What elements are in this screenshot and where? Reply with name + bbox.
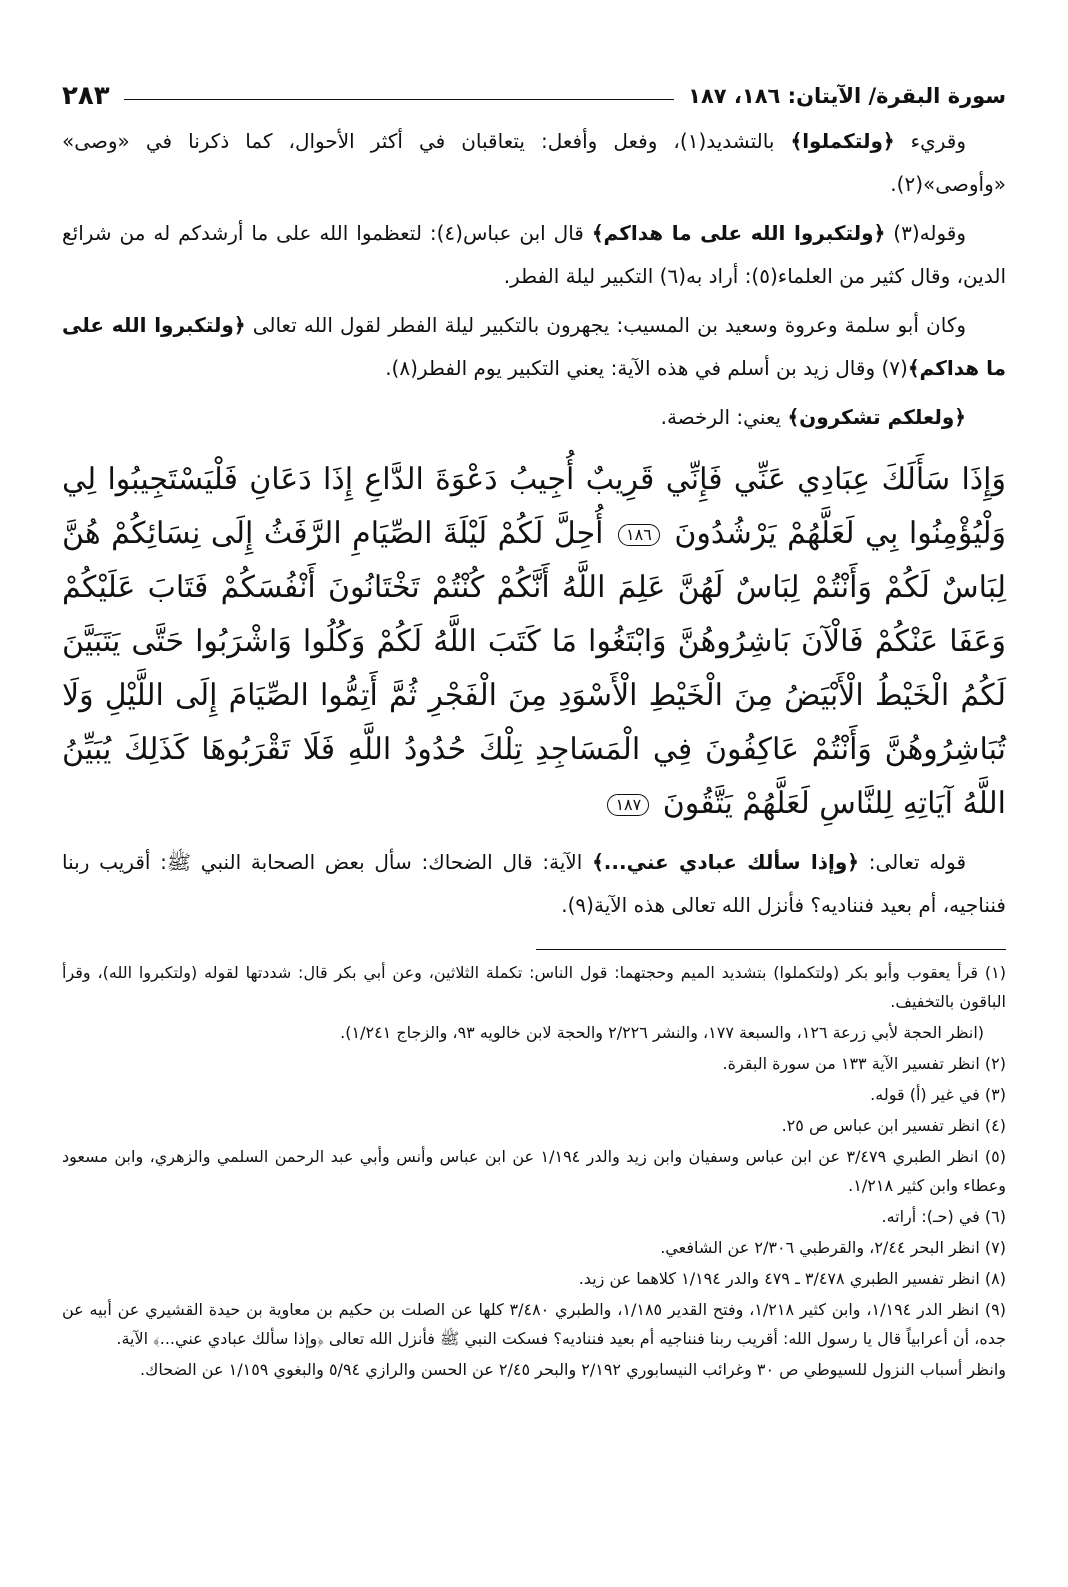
footnote-separator xyxy=(536,949,1006,950)
footnote: (١) قرأ يعقوب وأبو بكر (ولتكملوا) بتشديد الميم وحجتهما: قول الناس: تكملة الثلاثين، وعن أبي بكر قال: شددتها لقوله (ولتكبروا الله)، وقرأ الباقون بالتخفيف. xyxy=(62,963,1006,1011)
verse-187: أُحِلَّ لَكُمْ لَيْلَةَ الصِّيَامِ الرَّفَثُ إِلَى نِسَائِكُمْ هُنَّ لِبَاسٌ لَكُمْ وَأَنْتُمْ لِبَاسٌ لَهُنَّ عَلِمَ اللَّهُ أَنَّكُمْ كُنْتُمْ تَخْتَانُونَ أَنْفُسَكُمْ فَتَابَ عَلَيْكُمْ وَعَفَا عَنْكُمْ فَالْآنَ بَاشِرُوهُنَّ وَابْتَغُوا مَا كَتَبَ اللَّهُ لَكُمْ وَكُلُوا وَاشْرَبُوا حَتَّى يَتَبَيَّنَ لَكُمُ الْخَيْطُ الْأَبْيَضُ مِنَ الْخَيْطِ الْأَسْوَدِ مِنَ الْفَجْرِ ثُمَّ أَتِمُّوا الصِّيَامَ إِلَى اللَّيْلِ وَلَا تُبَاشِرُوهُنَّ وَأَنْتُمْ عَاكِفُونَ فِي الْمَسَاجِدِ تِلْكَ حُدُودُ اللَّهِ فَلَا تَقْرَبُوهَا كَذَلِكَ يُبَيِّنُ اللَّهُ آيَاتِهِ لِلنَّاسِ لَعَلَّهُمْ يَتَّقُونَ xyxy=(62,516,1006,821)
footnote: وانظر أسباب النزول للسيوطي ص ٣٠ وغرائب النيسابوري ٢/١٩٢ والبحر ٢/٤٥ عن الحسن والرازي ٥/٩٤ والبغوي ١/١٥٩ عن الضحاك. xyxy=(140,1360,1006,1379)
footnote: (٤) انظر تفسير ابن عباس ص ٢٥. xyxy=(781,1116,1006,1135)
page-number: ٢٨٣ xyxy=(62,81,110,111)
footnote: (٢) انظر تفسير الآية ١٣٣ من سورة البقرة. xyxy=(722,1054,1006,1073)
ayah-number-186: ١٨٦ xyxy=(618,524,660,546)
paragraph: وقريء ﴿ولتكملوا﴾ بالتشديد(١)، وفعل وأفعل: يتعاقبان في أكثر الأحوال، كما ذكرنا في «وصى» «وأوصى»(٢). xyxy=(62,129,1006,196)
page-header xyxy=(62,78,1006,114)
footnote: (انظر الحجة لأبي زرعة ١٢٦، والسبعة ١٧٧، والنشر ٢/٢٢٦ والحجة لابن خالويه ٩٣، والزجاج ١/٢٤١). xyxy=(340,1023,984,1042)
header-rule xyxy=(124,99,675,100)
footnotes xyxy=(62,958,1006,1384)
footnote: (٨) انظر تفسير الطبري ٣/٤٧٨ ـ ٤٧٩ والدر ١/١٩٤ كلاهما عن زيد. xyxy=(578,1269,1006,1288)
quran-verses xyxy=(62,453,1006,831)
ayah-number-187: ١٨٧ xyxy=(607,794,649,816)
footnote: (٦) في (حـ): أراته. xyxy=(881,1207,1006,1226)
footnote: (٥) انظر الطبري ٣/٤٧٩ عن ابن عباس وسفيان وابن زيد والدر ١/١٩٤ عن ابن عباس وأنس وأبي عبد الرحمن السلمي والزهري، وابن مسعود وعطاء وابن كثير ١/٢١٨. xyxy=(62,1147,1007,1195)
paragraph: وكان أبو سلمة وعروة وسعيد بن المسيب: يجهرون بالتكبير ليلة الفطر لقول الله تعالى ﴿ولتكبروا الله على ما هداكم﴾(٧) وقال زيد بن أسلم في هذه الآية: يعني التكبير يوم الفطر(٨). xyxy=(62,313,1006,380)
verse-186: وَإِذَا سَأَلَكَ عِبَادِي عَنِّي فَإِنِّي قَرِيبٌ أُجِيبُ دَعْوَةَ الدَّاعِ إِذَا دَعَانِ فَلْيَسْتَجِيبُوا لِي وَلْيُؤْمِنُوا بِي لَعَلَّهُمْ يَرْشُدُونَ xyxy=(62,462,1006,551)
running-title: سورة البقرة/ الآيتان: ١٨٦، ١٨٧ xyxy=(688,84,1006,108)
footnote: (٣) في غير (أ) قوله. xyxy=(870,1085,1006,1104)
commentary-paragraph: قوله تعالى: ﴿وإذا سألك عبادي عني...﴾ الآية: قال الضحاك: سأل بعض الصحابة النبي ﷺ: أقريب ربنا فنناجيه، أم بعيد فنناديه؟ فأنزل الله تعالى هذه الآية(٩). xyxy=(62,850,1006,917)
paragraph: ﴿ولعلكم تشكرون﴾ يعني: الرخصة. xyxy=(660,405,966,429)
paragraph: وقوله(٣) ﴿ولتكبروا الله على ما هداكم﴾ قال ابن عباس(٤): لتعظموا الله على ما أرشدكم له من شرائع الدين، وقال كثير من العلماء(٥): أراد به(٦) التكبير ليلة الفطر. xyxy=(62,221,1006,288)
commentary-top xyxy=(62,120,1006,439)
footnote: (٧) انظر البحر ٢/٤٤، والقرطبي ٢/٣٠٦ عن الشافعي. xyxy=(660,1238,1006,1257)
footnote: (٩) انظر الدر ١/١٩٤، وابن كثير ١/٢١٨، وفتح القدير ١/١٨٥، والطبري ٣/٤٨٠ كلها عن الصلت بن حكيم بن معاوية بن حيدة القشيري عن أبيه عن جده، أن أعرابياً قال يا رسول الله: أقريب ربنا فنناجيه أم بعيد فنناديه؟ فسكت النبي ﷺ فأنزل الله تعالى ﴿وإذا سألك عبادي عني...﴾ الآية. xyxy=(62,1300,1006,1348)
